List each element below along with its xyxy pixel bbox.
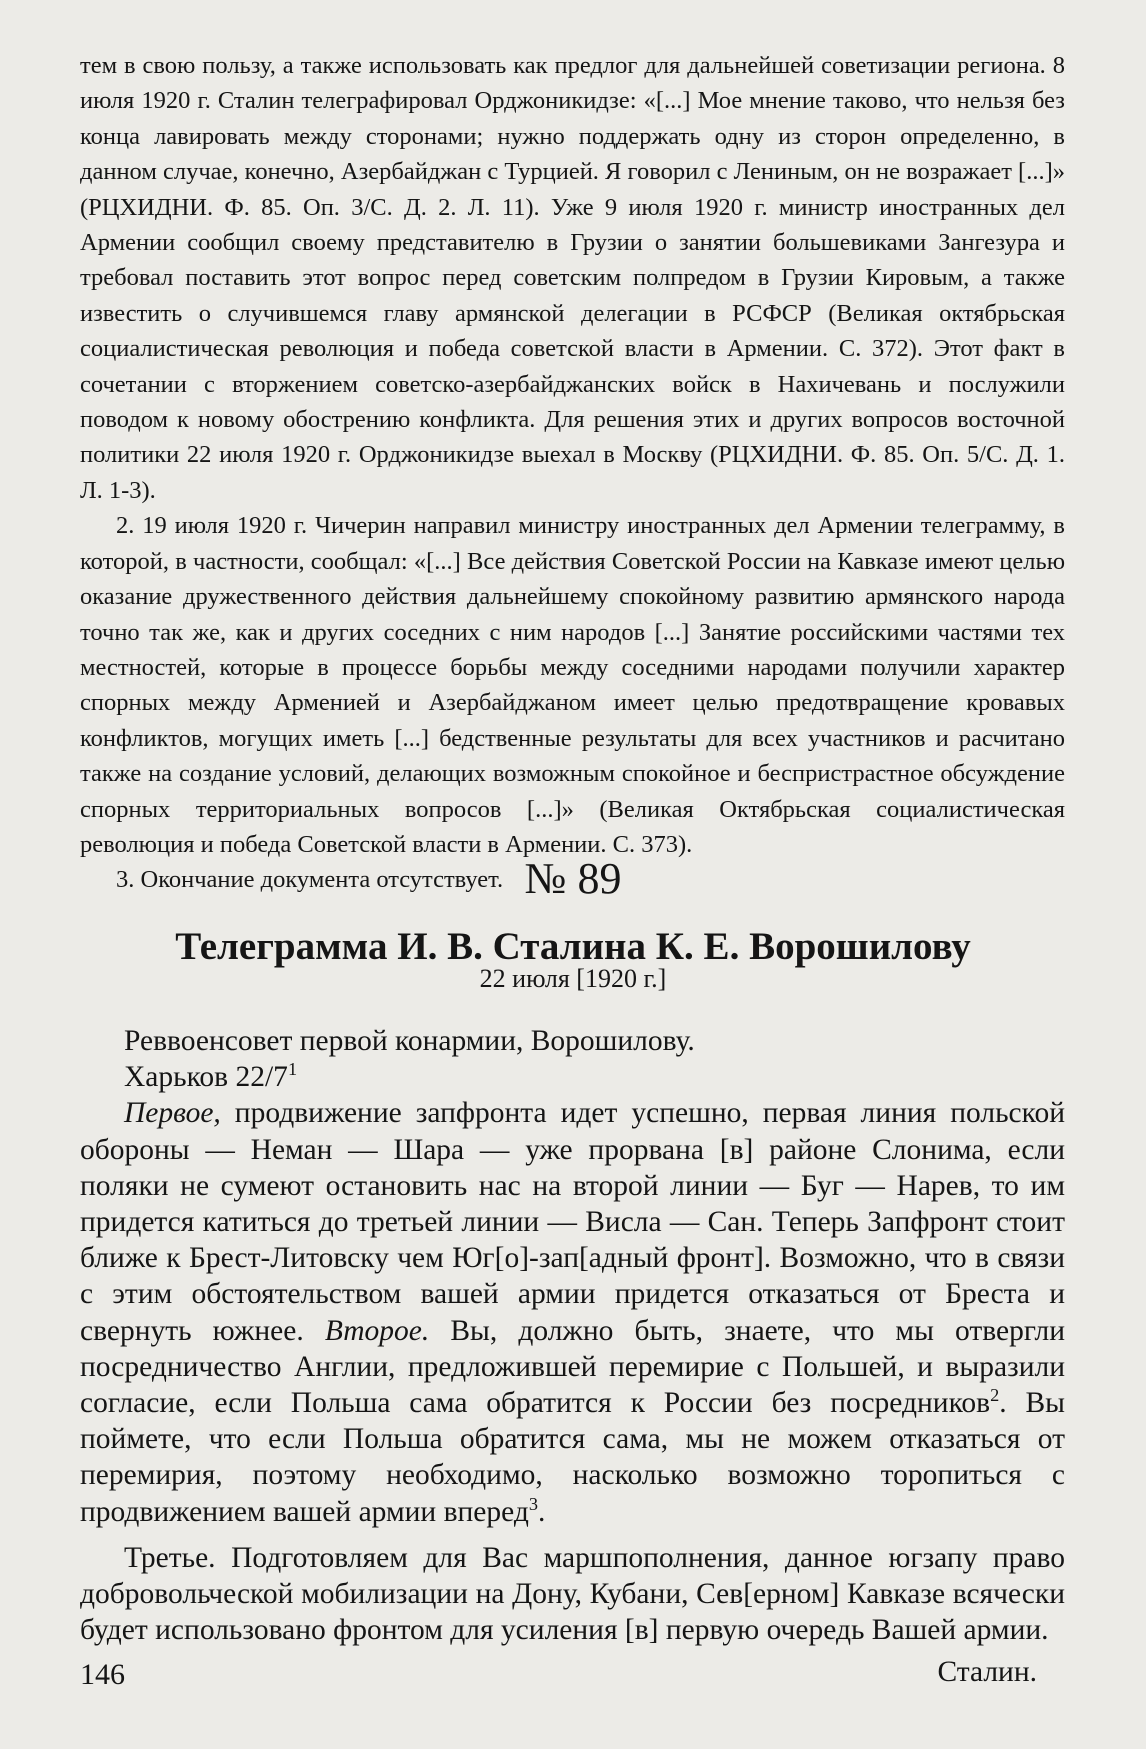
paragraph-first-text: продвижение запфронта идет успешно, первая линия польской обороны — Неман — Шара — уже прорвана [в] районе Слонима, если поляки не сумеют остановить нас на второй линии — Буг — Нарев, то им придется катиться до третьей линии — Висла — Сан. Теперь Запфронт стоит ближе к Брест-Литовску чем Юг[о]-зап[адный фронт]. Возможно, что в связи с этим обстоятельством вашей армии придется отказаться от Бреста и свернуть южнее. <box>80 1097 1065 1347</box>
telegram-body <box>80 1023 1065 1691</box>
footnotes-section <box>80 48 1065 898</box>
address-line-2 <box>80 1059 1065 1095</box>
paragraph-second-text-cont: . Вы поймете, что если Польша обратится сама, мы не можем отказаться от перемирия, поэтому необходимо, насколько возможно торопиться с продвижением вашей армии вперед <box>80 1387 1065 1528</box>
document-date: 22 июля [1920 г.] <box>479 964 667 993</box>
note-2: 2. 19 июля 1920 г. Чичерин направил министру иностранных дел Армении телеграмму, в которой, в частности, сообщал: «[...] Все действия Советской России на Кавказе имеют целью оказание дружественного действия дальнейшему спокойному развитию армянского народа точно так же, как и других соседних с ним народов [...] Занятие российскими частями тех местностей, которые в процессе борьбы между соседними народами получили характер спорных между Арменией и Азербайджаном имеет целью предотвращение кровавых конфликтов, могущих иметь [...] бедственные результаты для всех участников и расчитано также на создание условий, делающих возможным спокойное и беспристрастное обсуждение спорных территориальных вопросов [...]» (Великая Октябрьская социалистическая революция и победа Советской власти в Армении. С. 373). <box>80 512 1065 858</box>
lead-first: Первое, <box>124 1097 221 1130</box>
address-line-1: Реввоенсовет первой конармии, Ворошилову. <box>124 1025 695 1057</box>
paragraph-end-punct: . <box>538 1495 546 1528</box>
paragraph-third: Третье. Подготовляем для Вас маршпополнения, данное югзапу право добровольческой мобилизации на Дону, Кубани, Сев[ерном] Кавказе всячески будет использовано фронтом для усиления [в] первую очередь Вашей армии. <box>80 1541 1065 1647</box>
lead-second: Второе. <box>324 1314 430 1347</box>
footnote-ref-1: 1 <box>287 1059 298 1080</box>
note-1-continuation: тем в свою пользу, а также использовать как предлог для дальнейшей советизации региона. 8 июля 1920 г. Сталин телеграфировал Орджоникидзе: «[...] Мое мнение таково, что нельзя без конца лавировать между сторонами; нужно поддержать одну из сторон определенно, в данном случае, конечно, Азербайджан с Турцией. Я говорил с Лениным, он не возражает [...]» (РЦХИДНИ. Ф. 85. Оп. 3/С. Д. 2. Л. 11). Уже 9 июля 1920 г. министр иностранных дел Армении сообщил своему представителю в Грузии о занятии большевиками Зангезура и требовал поставить этот вопрос перед советским полпредом в Грузии Кировым, а также известить о случившемся главу армянской делегации в РСФСР (Великая октябрьская социалистическая революция и победа советской власти в Армении. С. 372). Этот факт в сочетании с вторжением советско-азербайджанских войск в Нахичевань и послужили поводом к новому обострению конфликта. Для решения этих и других вопросов восточной политики 22 июля 1920 г. Орджоникидзе выехал в Москву (РЦХИДНИ. Ф. 85. Оп. 5/С. Д. 1. Л. 1-3). <box>80 52 1065 504</box>
footnote-ref-3: 3 <box>528 1493 538 1514</box>
address-text: Харьков 22/7 <box>124 1061 288 1094</box>
document-number: № 89 <box>524 854 622 903</box>
note-3: 3. Окончание документа отсутствует. <box>116 866 504 894</box>
paragraph-first <box>80 1095 1065 1529</box>
paragraph-second-text: Вы, должно быть, знаете, что мы отвергли посредничество Англии, предложившей перемирие с Польшей, и выразили согласие, если Польша сама обратится к России без посредников <box>80 1314 1065 1420</box>
footnote-ref-2: 2 <box>990 1385 1000 1406</box>
document-title: Телеграмма И. В. Сталина К. Е. Ворошилову <box>175 925 971 968</box>
signature: Сталин. <box>937 1656 1037 1689</box>
page-number: 146 <box>80 1658 125 1691</box>
